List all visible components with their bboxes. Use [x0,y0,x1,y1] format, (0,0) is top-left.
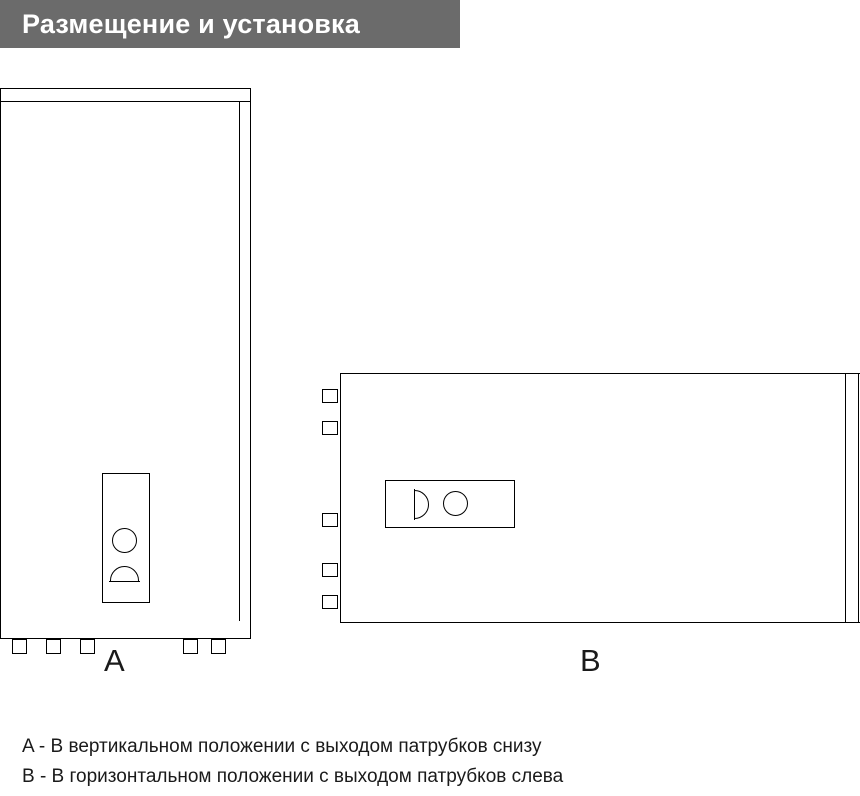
vertical-unit-drawing [0,88,253,663]
vertical-unit-pipe-4 [183,639,198,654]
horizontal-unit-pipe-2 [322,421,338,435]
caption-line-a: A - В вертикальном положении с выходом патрубков снизу [22,736,542,757]
horizontal-unit-dial-line [414,489,415,520]
figure-label-b: B [580,643,601,678]
vertical-unit-pipe-5 [211,639,226,654]
vertical-unit-right-edge [239,101,240,622]
vertical-unit-indicator-circle-icon [112,528,137,553]
horizontal-unit-end-cap [845,373,859,623]
vertical-unit-pipe-2 [46,639,61,654]
vertical-unit-dial-mask [109,581,140,597]
horizontal-unit-pipe-3 [322,513,338,527]
vertical-unit-bottom-strip [0,621,251,639]
horizontal-unit-drawing [315,373,860,678]
horizontal-unit-pipe-4 [322,563,338,577]
vertical-unit-pipe-1 [12,639,27,654]
vertical-unit-top-cap [0,88,251,102]
figure-area [0,48,860,688]
vertical-unit-pipe-3 [80,639,95,654]
horizontal-unit-pipe-1 [322,389,338,403]
figure-label-a: A [104,643,125,678]
vertical-unit-dial-line [109,581,140,582]
horizontal-unit-indicator-circle-icon [443,491,468,516]
page-title: Размещение и установка [22,9,360,39]
horizontal-unit-left-edge [340,373,341,623]
caption-line-b: B - В горизонтальном положении с выходом патрубков слева [22,766,564,787]
horizontal-unit-dial-mask [399,489,415,520]
caption-block [22,732,842,792]
horizontal-unit-pipe-5 [322,595,338,609]
